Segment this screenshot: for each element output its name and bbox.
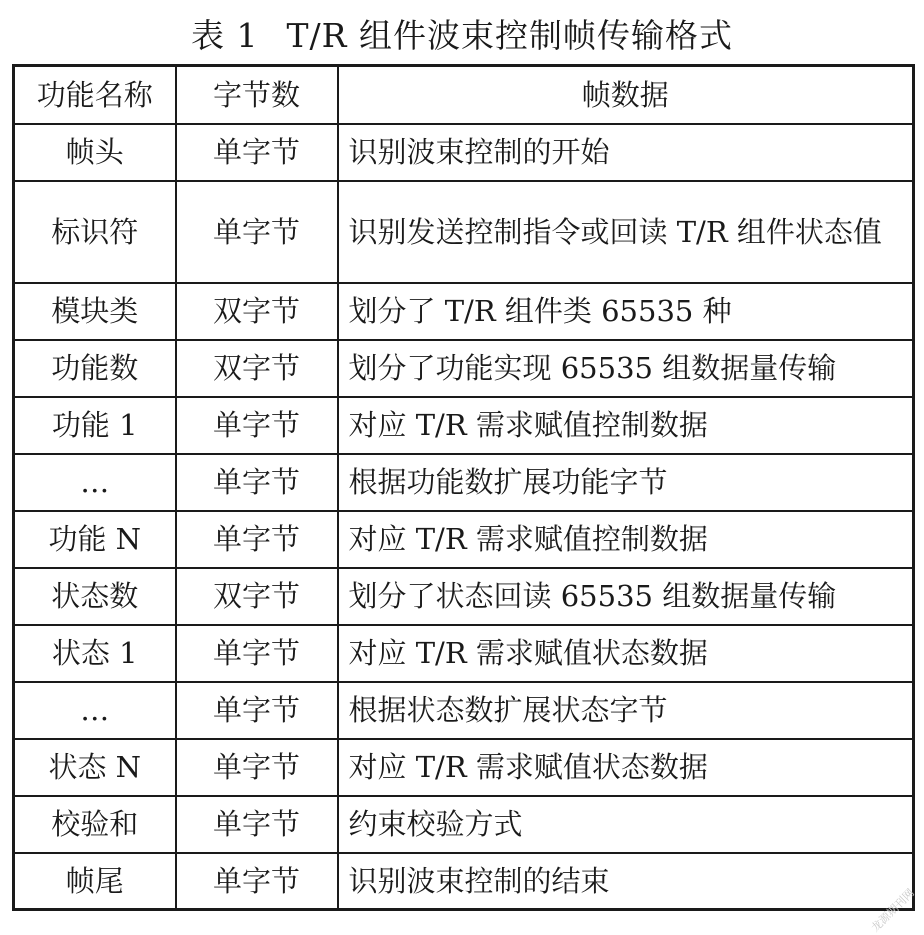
cell-frame-data: 划分了 T/R 组件类 65535 种 [338,283,914,340]
cell-function-name: 状态 1 [14,625,176,682]
cell-function-name: 模块类 [14,283,176,340]
header-byte-count: 字节数 [176,66,338,124]
table-row [14,796,914,853]
table-row [14,124,914,181]
cell-byte-count: 单字节 [176,454,338,511]
cell-function-name: 帧尾 [14,853,176,910]
cell-function-name: 状态 N [14,739,176,796]
cell-function-name: 功能 1 [14,397,176,454]
cell-frame-data: 约束校验方式 [338,796,914,853]
cell-function-name: 帧头 [14,124,176,181]
cell-byte-count: 双字节 [176,340,338,397]
table-row [14,454,914,511]
cell-byte-count: 单字节 [176,181,338,283]
frame-format-table [12,64,915,911]
table-row [14,568,914,625]
table-row [14,739,914,796]
cell-frame-data: 根据功能数扩展功能字节 [338,454,914,511]
cell-frame-data: 划分了功能实现 65535 组数据量传输 [338,340,914,397]
table-number: 表 1 [191,15,259,55]
cell-function-name: 校验和 [14,796,176,853]
cell-frame-data: 对应 T/R 需求赋值控制数据 [338,397,914,454]
header-function-name: 功能名称 [14,66,176,124]
cell-frame-data: 根据状态数扩展状态字节 [338,682,914,739]
cell-byte-count: 单字节 [176,853,338,910]
cell-frame-data: 对应 T/R 需求赋值状态数据 [338,739,914,796]
cell-byte-count: 单字节 [176,397,338,454]
table-row [14,397,914,454]
header-frame-data: 帧数据 [338,66,914,124]
cell-frame-data: 对应 T/R 需求赋值状态数据 [338,625,914,682]
cell-byte-count: 双字节 [176,568,338,625]
cell-function-name: 功能数 [14,340,176,397]
table-title: T/R 组件波束控制帧传输格式 [286,15,733,55]
watermark-text: 龙源期刊网 [868,886,917,935]
table-row [14,511,914,568]
cell-byte-count: 单字节 [176,625,338,682]
cell-function-name: … [14,454,176,511]
cell-byte-count: 单字节 [176,796,338,853]
cell-function-name: 功能 N [14,511,176,568]
table-row [14,682,914,739]
cell-frame-data: 对应 T/R 需求赋值控制数据 [338,511,914,568]
cell-frame-data: 识别波束控制的结束 [338,853,914,910]
table-row [14,625,914,682]
table-row [14,340,914,397]
cell-byte-count: 单字节 [176,682,338,739]
cell-byte-count: 双字节 [176,283,338,340]
cell-byte-count: 单字节 [176,739,338,796]
cell-frame-data: 识别波束控制的开始 [338,124,914,181]
table-row [14,181,914,283]
cell-byte-count: 单字节 [176,124,338,181]
cell-frame-data: 识别发送控制指令或回读 T/R 组件状态值 [338,181,914,283]
cell-function-name: 状态数 [14,568,176,625]
table-row [14,853,914,910]
table-caption [0,8,924,58]
cell-frame-data: 划分了状态回读 65535 组数据量传输 [338,568,914,625]
cell-function-name: 标识符 [14,181,176,283]
table-row [14,283,914,340]
table-header-row [14,66,914,124]
cell-byte-count: 单字节 [176,511,338,568]
cell-function-name: … [14,682,176,739]
